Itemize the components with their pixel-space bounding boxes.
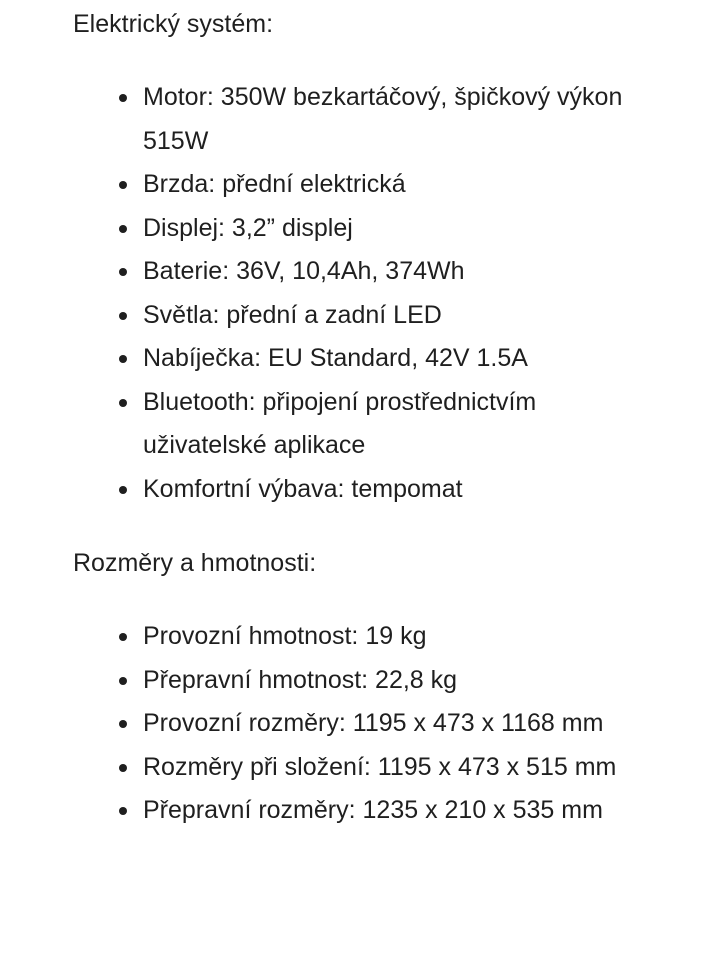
list-item <box>73 207 623 251</box>
bullet-icon <box>119 486 127 494</box>
list-item <box>73 294 623 338</box>
list-item-text: Komfortní výbava: tempomat <box>143 474 463 503</box>
list-item-text: Přepravní hmotnost: 22,8 kg <box>143 665 458 694</box>
list-item <box>73 76 623 163</box>
dimensions-spec-list <box>73 615 633 833</box>
bullet-icon <box>119 764 127 772</box>
bullet-icon <box>119 399 127 407</box>
bullet-icon <box>119 225 127 233</box>
bullet-icon <box>119 355 127 363</box>
list-item-text: Motor: 350W bezkartáčový, špičkový výkon 515W <box>143 83 623 155</box>
bullet-icon <box>119 94 127 102</box>
list-item <box>73 337 623 381</box>
list-item <box>73 468 623 512</box>
list-item <box>73 746 623 790</box>
section-heading-dimensions: Rozměry a hmotnosti: <box>73 549 317 577</box>
bullet-icon <box>119 677 127 685</box>
bullet-icon <box>119 633 127 641</box>
list-item-text: Provozní rozměry: 1195 x 473 x 1168 mm <box>143 709 604 737</box>
list-item-text: Displej: 3,2” displej <box>143 213 353 242</box>
list-item-text: Přepravní rozměry: 1235 x 210 x 535 mm <box>143 796 603 824</box>
list-item-text: Baterie: 36V, 10,4Ah, 374Wh <box>143 257 465 285</box>
bullet-icon <box>119 720 127 728</box>
list-item <box>73 163 623 207</box>
list-item <box>73 702 623 746</box>
bullet-icon <box>119 181 127 189</box>
list-item-text: Nabíječka: EU Standard, 42V 1.5A <box>143 344 528 372</box>
list-item-text: Provozní hmotnost: 19 kg <box>143 622 427 650</box>
bullet-icon <box>119 268 127 276</box>
list-item <box>73 250 623 294</box>
bullet-icon <box>119 312 127 320</box>
spec-document <box>73 4 633 833</box>
section-heading-electrical: Elektrický systém: <box>73 10 274 38</box>
list-item <box>73 789 623 833</box>
list-item-text: Světla: přední a zadní LED <box>143 300 442 329</box>
bullet-icon <box>119 807 127 815</box>
electrical-spec-list <box>73 76 633 511</box>
list-item-text: Bluetooth: připojení prostřednictvím uživatelské aplikace <box>143 387 537 459</box>
list-item-text: Rozměry při složení: 1195 x 473 x 515 mm <box>143 752 617 781</box>
list-item <box>73 659 623 703</box>
list-item <box>73 615 623 659</box>
list-item <box>73 381 623 468</box>
list-item-text: Brzda: přední elektrická <box>143 170 406 198</box>
